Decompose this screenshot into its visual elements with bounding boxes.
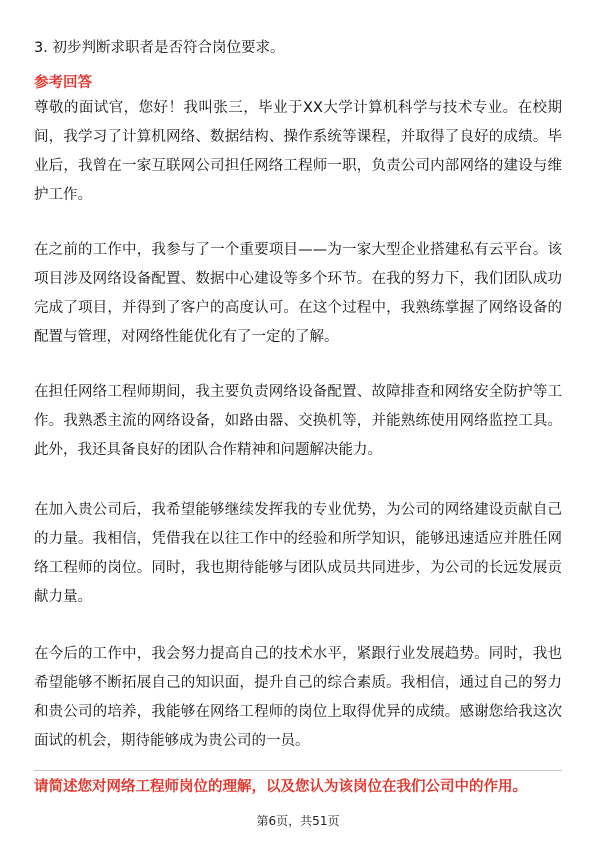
- document-page: [34, 0, 562, 842]
- next-question: 请简述您对网络工程师岗位的理解，以及您认为该岗位在我们公司中的作用。: [34, 779, 527, 795]
- section-divider: [34, 770, 562, 771]
- answer-paragraph: 在今后的工作中，我会努力提高自己的技术水平，紧跟行业发展趋势。同时，我也希望能够不断拓展自己的知识面，提升自己的综合素质。我相信，通过自己的努力和贵公司的培养，我能够在网络工程师的岗位上取得优异的成绩。感谢您给我这次面试的机会，期待能够成为贵公司的一员。: [34, 646, 562, 749]
- page-number: 第6页，共51页: [256, 814, 340, 828]
- answer-paragraph: 尊敬的面试官，您好！我叫张三，毕业于XX大学计算机科学与技术专业。在校期间，我学习了计算机网络、数据结构、操作系统等课程，并取得了良好的成绩。毕业后，我曾在一家互联网公司担任网络工程师一职，负责公司内部网络的建设与维护工作。: [34, 100, 562, 203]
- question-heading: 3. 初步判断求职者是否符合岗位要求。: [34, 40, 285, 56]
- answer-paragraph: 在之前的工作中，我参与了一个重要项目——为一家大型企业搭建私有云平台。该项目涉及网络设备配置、数据中心建设等多个环节。在我的努力下，我们团队成功完成了项目，并得到了客户的高度认可。在这个过程中，我熟练掌握了网络设备的配置与管理，对网络性能优化有了一定的了解。: [34, 242, 562, 345]
- answer-paragraph: 在加入贵公司后，我希望能够继续发挥我的专业优势，为公司的网络建设贡献自己的力量。我相信，凭借我在以往工作中的经验和所学知识，能够迅速适应并胜任网络工程师的岗位。同时，我也期待能够与团队成员共同进步，为公司的长远发展贡献力量。: [34, 502, 562, 605]
- answer-paragraph: 在担任网络工程师期间，我主要负责网络设备配置、故障排查和网络安全防护等工作。我熟悉主流的网络设备，如路由器、交换机等，并能熟练使用网络监控工具。此外，我还具备良好的团队合作精神和问题解决能力。: [34, 384, 562, 458]
- answer-label: 参考回答: [34, 75, 92, 91]
